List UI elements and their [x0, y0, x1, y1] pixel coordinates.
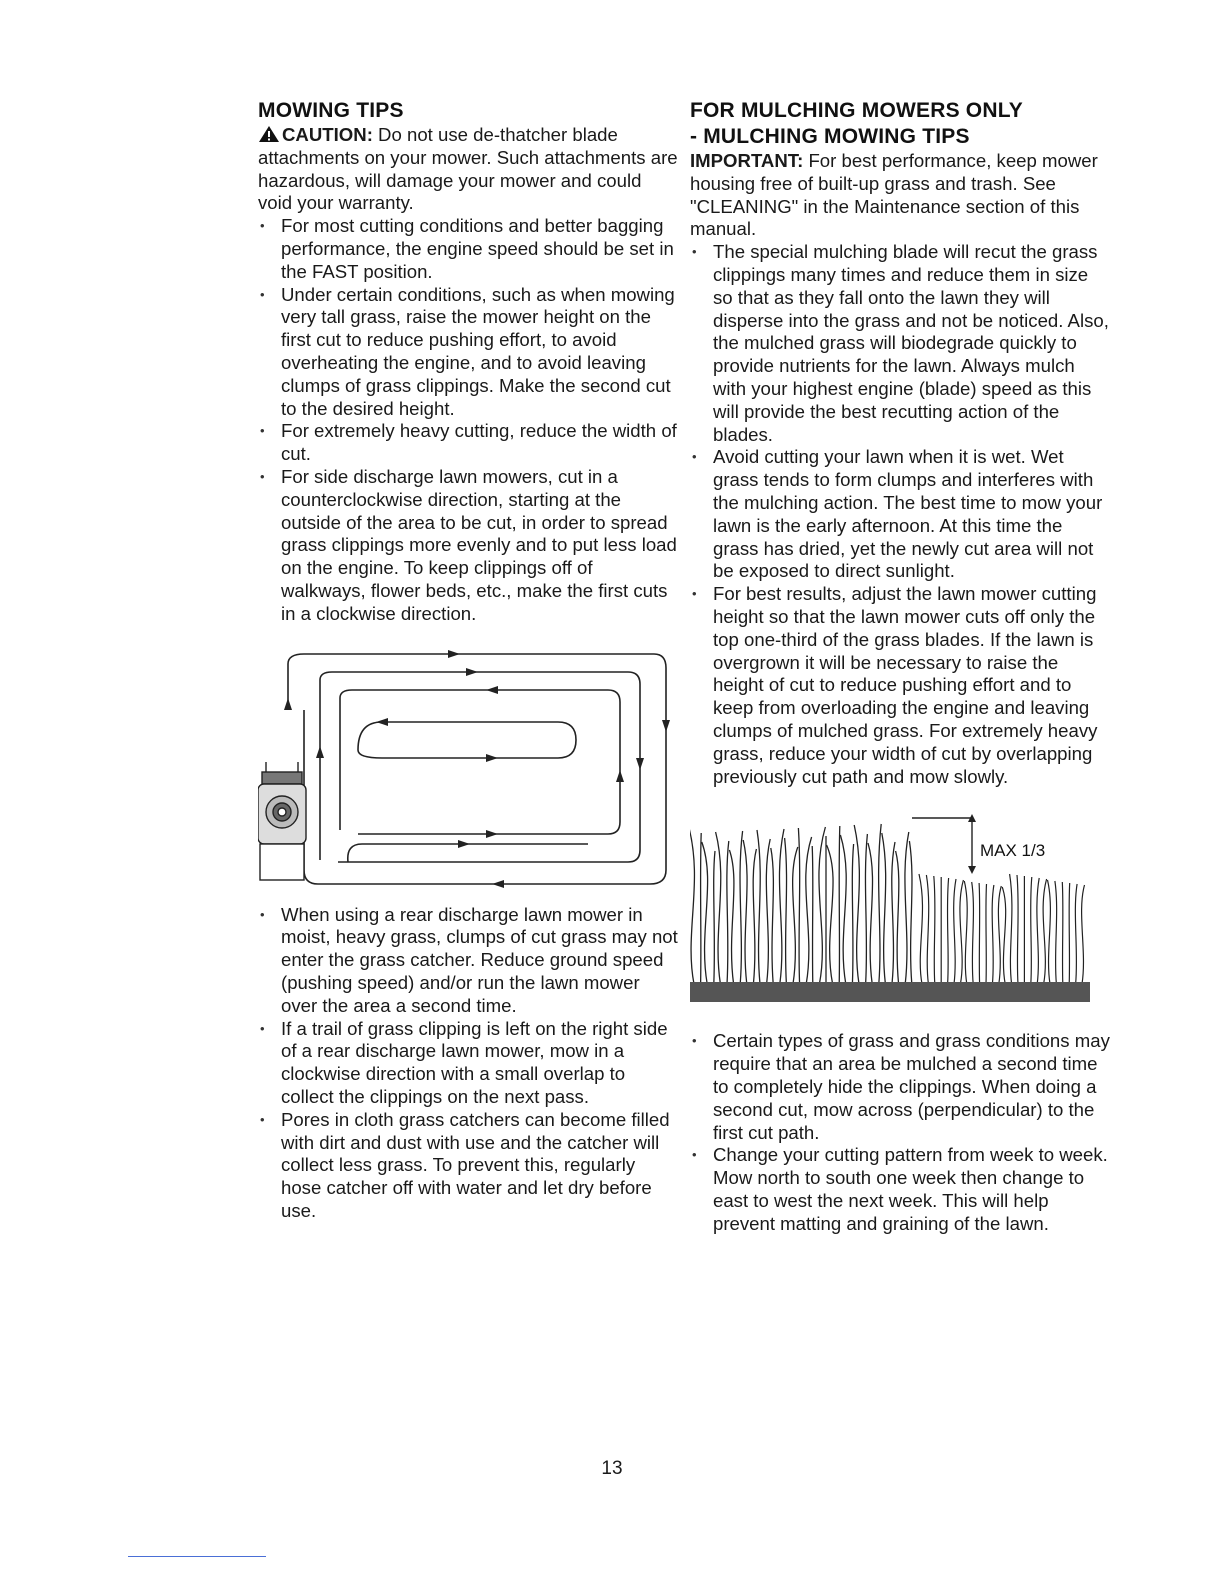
important-text: For best performance, keep mower housing free of built-up grass and trash. See "CLEANING" in the Maintenance section of this manual. [690, 150, 1098, 240]
list-item: • For most cutting conditions and better bagging performance, the engine speed should be set in the FAST position. [258, 215, 678, 283]
warning-triangle-icon [258, 125, 280, 143]
list-item: • For best results, adjust the lawn mower cutting height so that the lawn mower cuts off only the top one-third of the grass blades. If the lawn is overgrown it will be necessary to raise the height of cut to reduce pushing effort and to keep from overloading the engine and leaving clumps of mulched grass. For extremely heavy grass, reduce your width of cut by overlapping previously cut path and mow slowly. [690, 583, 1110, 788]
caution-label: CAUTION: [282, 124, 373, 145]
mower-icon [258, 762, 306, 880]
mowing-tips-heading: MOWING TIPS [258, 99, 404, 122]
mowing-tips-list-bottom [258, 904, 678, 1223]
page-number: 13 [601, 1458, 623, 1479]
mowing-pattern-diagram [258, 650, 678, 890]
important-label: IMPORTANT: [690, 150, 804, 171]
list-item: • If a trail of grass clipping is left on the right side of a rear discharge lawn mower, mow in a clockwise direction with a small overlap to collect the clippings on the next pass. [258, 1018, 678, 1109]
caution-paragraph [258, 124, 678, 215]
left-column [258, 98, 678, 1223]
max-one-third-label: MAX 1/3 [980, 841, 1046, 861]
grass-height-diagram [690, 812, 1090, 1012]
list-item: • Under certain conditions, such as when mowing very tall grass, raise the mower height on the first cut to reduce pushing effort, to avoid overheating the engine, and to avoid leaving clumps of grass clippings. Make the second cut to the desired height. [258, 284, 678, 421]
list-item: • Avoid cutting your lawn when it is wet. Wet grass tends to form clumps and interferes with the mulching action. The best time to mow your lawn is the early afternoon. At this time the grass has dried, yet the newly cut area will not be exposed to direct sunlight. [690, 446, 1110, 583]
important-paragraph [690, 150, 1110, 241]
list-item: • When using a rear discharge lawn mower in moist, heavy grass, clumps of cut grass may not enter the grass catcher. Reduce ground speed (pushing speed) and/or run the lawn mower over the area a second time. [258, 904, 678, 1018]
mulching-tips-list-top [690, 241, 1110, 788]
list-item: • Pores in cloth grass catchers can become filled with dirt and dust with use and the catcher will collect less grass. To prevent this, regularly hose catcher off with water and let dry before use. [258, 1109, 678, 1223]
mowing-tips-list-top [258, 215, 678, 625]
list-item: • The special mulching blade will recut the grass clippings many times and reduce them in size so that as they fall onto the lawn they will disperse into the grass and not be noticed. Also, the mulched grass will biodegrade quickly to provide nutrients for the lawn. Always mulch with your highest engine (blade) speed as this will provide the best recutting action of the blades. [690, 241, 1110, 446]
mulching-tips-list-bottom [690, 1030, 1110, 1235]
right-column [690, 98, 1110, 1235]
footer-divider [128, 1556, 266, 1557]
mulching-heading-line2: - MULCHING MOWING TIPS [690, 125, 970, 148]
list-item: • Change your cutting pattern from week to week. Mow north to south one week then change to east to west the next week. This will help prevent matting and graining of the lawn. [690, 1144, 1110, 1235]
list-item: • For extremely heavy cutting, reduce the width of cut. [258, 420, 678, 466]
caution-text: Do not use de-thatcher blade attachments on your mower. Such attachments are hazardous, will damage your mower and could void your warranty. [258, 124, 678, 214]
list-item: • Certain types of grass and grass conditions may require that an area be mulched a second time to completely hide the clippings. When doing a second cut, mow across (perpendicular) to the first cut path. [690, 1030, 1110, 1144]
list-item: • For side discharge lawn mowers, cut in a counterclockwise direction, starting at the outside of the area to be cut, in order to spread grass clippings more evenly and to put less load on the engine. To keep clippings off of walkways, flower beds, etc., make the first cuts in a clockwise direction. [258, 466, 678, 626]
mulching-heading-line1: FOR MULCHING MOWERS ONLY [690, 99, 1024, 122]
